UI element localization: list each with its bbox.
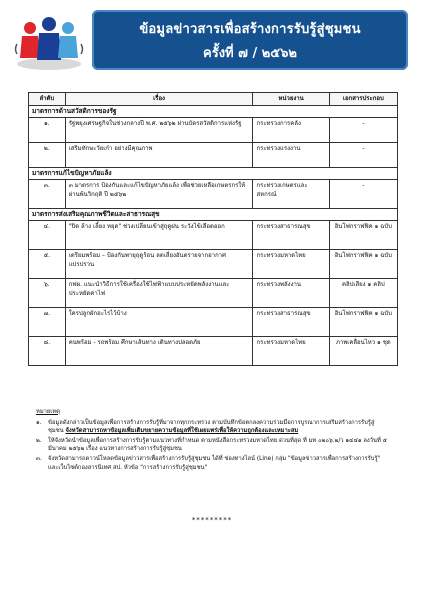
row-topic: "ปิด ล้าง เลี้ยง หยุด" ช่วงเปลี่ยนเข้าสู่ฤดูฝน ระวังไข้เลือดออก	[65, 221, 253, 250]
table-row	[29, 250, 398, 279]
row-doc: อินโฟกราฟฟิค ๑ ฉบับ	[329, 250, 397, 279]
community-people-logo-icon	[14, 14, 84, 72]
table-row	[29, 118, 398, 143]
row-no: ๑.	[29, 118, 66, 143]
row-doc: อินโฟกราฟฟิค ๑ ฉบับ	[329, 308, 397, 337]
title-banner	[92, 10, 408, 70]
note-text: จังหวัดสามารถดาวน์โหลดข้อมูลข่าวสารเพื่อสร้างการรับรู้สู่ชุมชน ได้ที่ ช่องทางไลน์ (Line) กลุ่ม "ข้อมูลข่าวสารเพื่อการสร้างการรับรู้" และเว็บไซต์กองสารนิเทศ สป. หัวข้อ "การสร้างการรับรู้สู่ชุมชน"	[48, 455, 381, 471]
page-title: ข้อมูลข่าวสารเพื่อสร้างการรับรู้สู่ชุมชน	[139, 22, 361, 37]
note-body: ข้อมูลดังกล่าวเป็นข้อมูลเพื่อการสร้างการรับรู้ที่มาจากทุกกระทรวง ตามบันทึกข้อตกลงความร่วมมือการบูรณาการเสริมสร้างการรับรู้สู่ชุมชน	[48, 419, 375, 435]
notes-heading: หมายเหตุ	[36, 409, 60, 415]
row-topic: เตรียมพร้อม – ป้องกันพายุฤดูร้อน ลดเสี่ยงอันตรายจากอากาศแปรปรวน	[65, 250, 253, 279]
row-agency: กระทรวงมหาดไทย	[253, 337, 329, 366]
row-no: ๔.	[29, 221, 66, 250]
row-topic: กฟผ. แนะนำวิธีการใช้เครื่องใช้ไฟฟ้าแบบประหยัดพลังงานและประหยัดค่าไฟ	[65, 279, 253, 308]
note-text	[48, 419, 390, 436]
row-doc: -	[329, 180, 397, 209]
section-row	[29, 168, 398, 180]
row-doc: -	[329, 118, 397, 143]
section-title: มาตรการด้านสวัสดิการของรัฐ	[29, 106, 398, 118]
row-topic: คนพร้อม - รถพร้อม ศึกษาเส้นทาง เดินทางปลอดภัย	[65, 337, 253, 366]
row-no: ๓.	[29, 180, 66, 209]
end-mark: *********	[191, 516, 233, 524]
note-item	[36, 455, 390, 472]
news-table	[28, 92, 398, 366]
row-doc: คลิปเสียง ๑ คลิป	[329, 279, 397, 308]
section-title: มาตรการแก้ไขปัญหาภัยแล้ง	[29, 168, 398, 180]
table-row	[29, 308, 398, 337]
notes	[36, 408, 390, 473]
table-row	[29, 180, 398, 209]
row-agency: กระทรวงเกษตรและสหกรณ์	[253, 180, 329, 209]
row-agency: กระทรวงสาธารณสุข	[253, 221, 329, 250]
row-doc: อินโฟกราฟฟิค ๑ ฉบับ	[329, 221, 397, 250]
table-row	[29, 221, 398, 250]
row-doc: -	[329, 143, 397, 168]
row-topic: ๓ มาตรการ ป้องกันและแก้ไขปัญหาภัยแล้ง เพื่อช่วยเหลือเกษตรกรให้ผ่านพ้นวิกฤติ ปี ๒๕๖๒	[65, 180, 253, 209]
row-topic: รัฐพยุงเศรษฐกิจในช่วงกลางปี พ.ศ. ๒๕๖๒ ผ่านบัตรสวัสดิการแห่งรัฐ	[65, 118, 253, 143]
note-number: ๒.	[36, 437, 42, 444]
row-topic: ใครปลูกผักอะไรไว้บ้าง	[65, 308, 253, 337]
note-item	[36, 419, 390, 436]
col-header-topic: เรื่อง	[65, 93, 253, 106]
table-row	[29, 143, 398, 168]
row-no: ๕.	[29, 250, 66, 279]
header	[0, 0, 424, 76]
row-agency: กระทรวงมหาดไทย	[253, 250, 329, 279]
section-row	[29, 106, 398, 118]
col-header-doc: เอกสารประกอบ	[329, 93, 397, 106]
table-row	[29, 337, 398, 366]
col-header-agency: หน่วยงาน	[253, 93, 329, 106]
row-no: ๘.	[29, 337, 66, 366]
row-agency: กระทรวงแรงงาน	[253, 143, 329, 168]
row-no: ๗.	[29, 308, 66, 337]
note-number: ๑.	[36, 419, 42, 426]
row-agency: กระทรวงพลังงาน	[253, 279, 329, 308]
note-item	[36, 437, 390, 454]
note-text: ให้จังหวัดนำข้อมูลเพื่อการสร้างการรับรู้ตามแนวทางที่กำหนด ตามหนังสือกระทรวงมหาดไทย ด่วนที่สุด ที่ มท ๐๒๐๖.๒/ว ๑๔๔๑ ลงวันที่ ๕ มีนาคม ๒๕๖๒ เรื่อง แนวทางการสร้างการรับรู้สู่ชุมชน	[48, 437, 388, 453]
section-row	[29, 209, 398, 221]
issue-number: ครั้งที่ ๗ / ๒๕๖๒	[203, 46, 297, 61]
table-header-row	[29, 93, 398, 106]
row-no: ๒.	[29, 143, 66, 168]
section-title: มาตรการส่งเสริมคุณภาพชีวิตและสาธารณสุข	[29, 209, 398, 221]
row-agency: กระทรวงสาธารณสุข	[253, 308, 329, 337]
note-highlight: จังหวัดสามารถหาข้อมูลเพิ่มเติมขยายความข้อมูลที่ใช้เผยแพร่เพื่อให้ความถูกต้องและเหมาะสม	[65, 428, 299, 435]
note-number: ๓.	[36, 455, 42, 462]
row-agency: กระทรวงการคลัง	[253, 118, 329, 143]
row-no: ๖.	[29, 279, 66, 308]
row-topic: เสริมทักษะวัยเก๋า อย่างมีคุณภาพ	[65, 143, 253, 168]
row-doc: ภาพเคลื่อนไหว ๑ ชุด	[329, 337, 397, 366]
table-row	[29, 279, 398, 308]
col-header-no: ลำดับ	[29, 93, 66, 106]
